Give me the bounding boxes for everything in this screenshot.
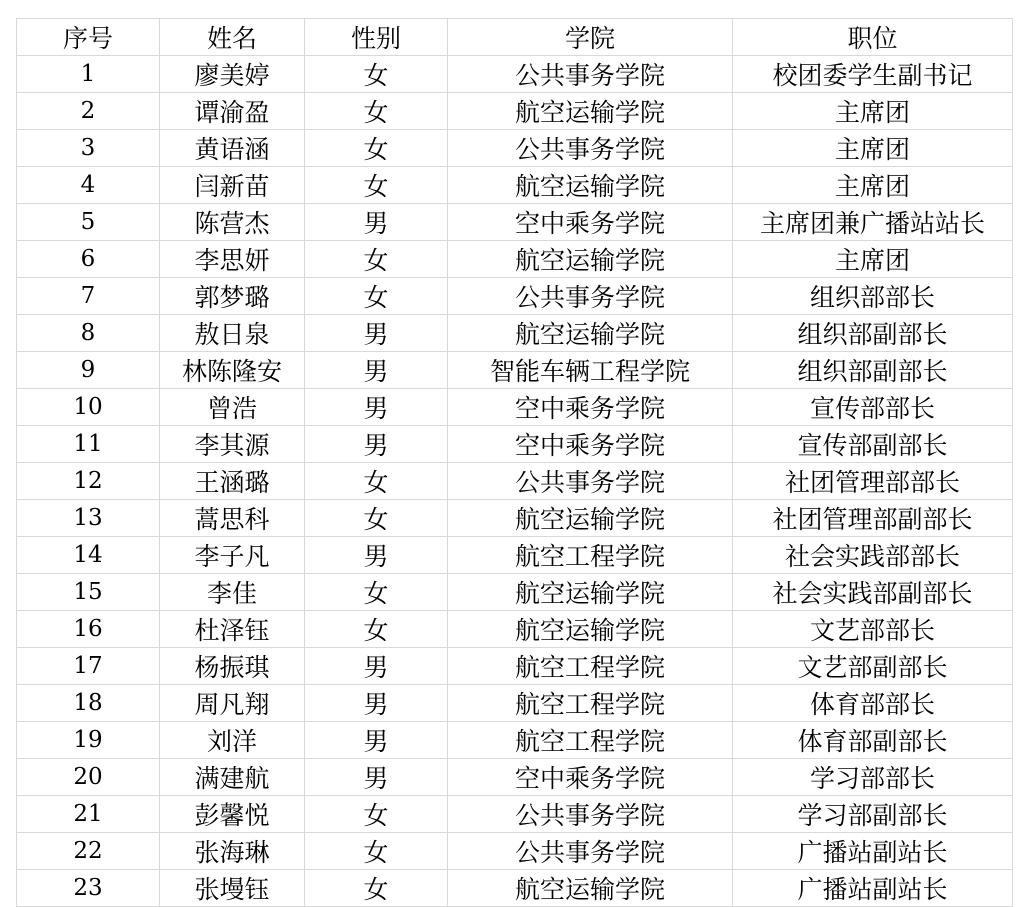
cell-position: 主席团兼广播站站长 [733,204,1013,241]
table-row [17,204,1013,241]
cell-gender: 女 [305,93,448,130]
cell-college: 公共事务学院 [448,130,733,167]
cell-index: 2 [17,93,160,130]
cell-name: 闫新苗 [160,167,305,204]
cell-college: 航空工程学院 [448,648,733,685]
cell-name: 彭馨悦 [160,796,305,833]
cell-gender: 女 [305,833,448,870]
cell-index: 18 [17,685,160,722]
cell-name: 李思妍 [160,241,305,278]
cell-name: 杨振琪 [160,648,305,685]
cell-gender: 女 [305,870,448,907]
cell-index: 10 [17,389,160,426]
cell-gender: 女 [305,611,448,648]
table-row [17,241,1013,278]
cell-position: 组织部副部长 [733,352,1013,389]
cell-name: 周凡翔 [160,685,305,722]
cell-gender: 女 [305,167,448,204]
table-row [17,167,1013,204]
cell-name: 敖日泉 [160,315,305,352]
cell-gender: 女 [305,278,448,315]
cell-name: 李子凡 [160,537,305,574]
cell-index: 4 [17,167,160,204]
cell-college: 公共事务学院 [448,278,733,315]
cell-position: 学习部副部长 [733,796,1013,833]
cell-position: 社会实践部副部长 [733,574,1013,611]
table-row [17,574,1013,611]
cell-college: 航空运输学院 [448,574,733,611]
table-row [17,685,1013,722]
table-body [17,56,1013,907]
table-row [17,833,1013,870]
table-row [17,759,1013,796]
cell-college: 公共事务学院 [448,56,733,93]
cell-college: 航空工程学院 [448,537,733,574]
cell-position: 广播站副站长 [733,870,1013,907]
cell-position: 宣传部副部长 [733,426,1013,463]
cell-position: 主席团 [733,130,1013,167]
cell-college: 空中乘务学院 [448,389,733,426]
table-row [17,463,1013,500]
cell-name: 王涵璐 [160,463,305,500]
cell-position: 文艺部副部长 [733,648,1013,685]
cell-college: 公共事务学院 [448,796,733,833]
cell-index: 3 [17,130,160,167]
cell-index: 21 [17,796,160,833]
cell-index: 7 [17,278,160,315]
cell-index: 22 [17,833,160,870]
roster-table [16,18,1013,907]
cell-index: 1 [17,56,160,93]
cell-position: 体育部部长 [733,685,1013,722]
cell-gender: 男 [305,389,448,426]
cell-position: 社会实践部部长 [733,537,1013,574]
cell-college: 公共事务学院 [448,833,733,870]
cell-gender: 女 [305,463,448,500]
cell-index: 20 [17,759,160,796]
cell-position: 校团委学生副书记 [733,56,1013,93]
header-name: 姓名 [160,19,305,56]
table-header [17,19,1013,56]
table-row [17,389,1013,426]
cell-name: 黄语涵 [160,130,305,167]
table-row [17,56,1013,93]
cell-gender: 男 [305,759,448,796]
table-row [17,426,1013,463]
cell-position: 主席团 [733,241,1013,278]
cell-name: 刘洋 [160,722,305,759]
cell-gender: 男 [305,204,448,241]
cell-name: 张墁钰 [160,870,305,907]
table-row [17,93,1013,130]
cell-gender: 男 [305,352,448,389]
cell-index: 15 [17,574,160,611]
cell-gender: 男 [305,722,448,759]
cell-gender: 女 [305,500,448,537]
table-row [17,796,1013,833]
cell-name: 廖美婷 [160,56,305,93]
table-row [17,648,1013,685]
cell-index: 13 [17,500,160,537]
cell-college: 空中乘务学院 [448,759,733,796]
cell-index: 5 [17,204,160,241]
cell-gender: 女 [305,574,448,611]
cell-index: 23 [17,870,160,907]
table-row [17,500,1013,537]
cell-position: 宣传部部长 [733,389,1013,426]
header-row [17,19,1013,56]
cell-college: 航空运输学院 [448,500,733,537]
table-row [17,870,1013,907]
cell-name: 张海琳 [160,833,305,870]
cell-name: 李其源 [160,426,305,463]
table-row [17,537,1013,574]
cell-gender: 男 [305,648,448,685]
cell-gender: 女 [305,796,448,833]
cell-name: 蒿思科 [160,500,305,537]
cell-college: 空中乘务学院 [448,426,733,463]
cell-position: 主席团 [733,93,1013,130]
cell-name: 陈营杰 [160,204,305,241]
cell-college: 航空运输学院 [448,167,733,204]
table-row [17,352,1013,389]
cell-name: 满建航 [160,759,305,796]
cell-index: 9 [17,352,160,389]
cell-name: 郭梦璐 [160,278,305,315]
cell-name: 谭渝盈 [160,93,305,130]
cell-index: 16 [17,611,160,648]
cell-position: 学习部部长 [733,759,1013,796]
cell-index: 8 [17,315,160,352]
table-row [17,315,1013,352]
cell-college: 航空运输学院 [448,611,733,648]
cell-index: 19 [17,722,160,759]
cell-position: 主席团 [733,167,1013,204]
header-college: 学院 [448,19,733,56]
cell-index: 17 [17,648,160,685]
cell-position: 广播站副站长 [733,833,1013,870]
cell-name: 曾浩 [160,389,305,426]
cell-name: 杜泽钰 [160,611,305,648]
cell-position: 体育部副部长 [733,722,1013,759]
cell-college: 空中乘务学院 [448,204,733,241]
cell-position: 社团管理部部长 [733,463,1013,500]
cell-gender: 男 [305,685,448,722]
cell-college: 智能车辆工程学院 [448,352,733,389]
cell-college: 航空运输学院 [448,241,733,278]
header-position: 职位 [733,19,1013,56]
cell-gender: 女 [305,130,448,167]
cell-college: 航空运输学院 [448,870,733,907]
header-gender: 性别 [305,19,448,56]
cell-position: 文艺部部长 [733,611,1013,648]
cell-index: 11 [17,426,160,463]
cell-college: 航空运输学院 [448,315,733,352]
cell-position: 组织部副部长 [733,315,1013,352]
cell-position: 组织部部长 [733,278,1013,315]
cell-college: 公共事务学院 [448,463,733,500]
cell-position: 社团管理部副部长 [733,500,1013,537]
cell-index: 6 [17,241,160,278]
cell-gender: 女 [305,241,448,278]
cell-index: 12 [17,463,160,500]
cell-college: 航空运输学院 [448,93,733,130]
table-row [17,278,1013,315]
cell-college: 航空工程学院 [448,685,733,722]
cell-gender: 男 [305,426,448,463]
table-row [17,130,1013,167]
table-row [17,722,1013,759]
cell-name: 林陈隆安 [160,352,305,389]
cell-gender: 男 [305,537,448,574]
cell-gender: 女 [305,56,448,93]
cell-name: 李佳 [160,574,305,611]
cell-gender: 男 [305,315,448,352]
cell-index: 14 [17,537,160,574]
cell-college: 航空工程学院 [448,722,733,759]
table-row [17,611,1013,648]
header-index: 序号 [17,19,160,56]
